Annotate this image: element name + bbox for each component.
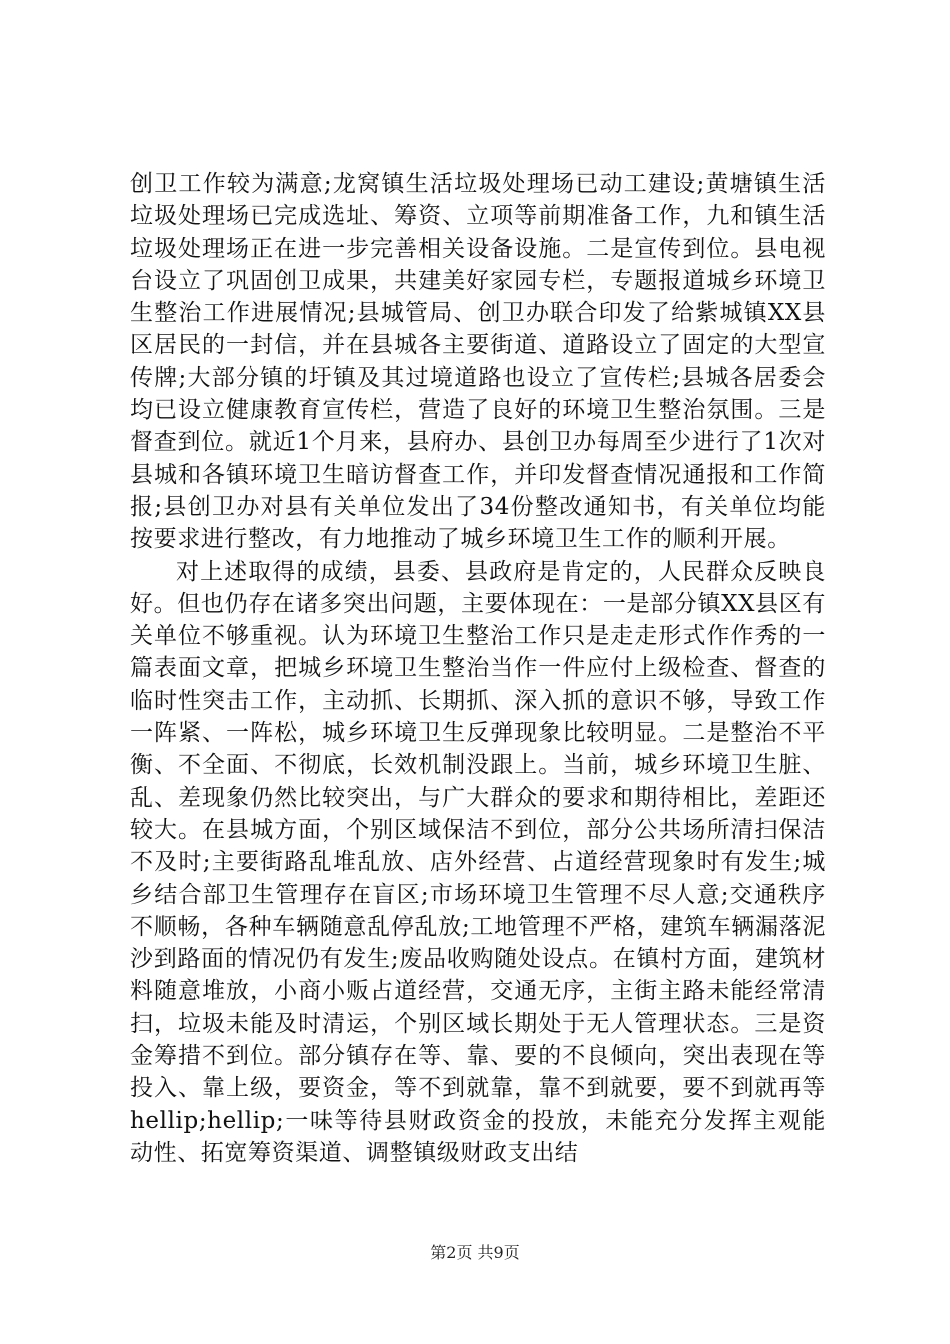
page-number-footer: 第2页 共9页 xyxy=(430,1243,520,1262)
paragraph-1: 创卫工作较为满意;龙窝镇生活垃圾处理场已动工建设;黄塘镇生活垃圾处理场已完成选址、筹资、立项等前期准备工作，九和镇生活垃圾处理场正在进一步完善相关设备设施。二是宣传到位。县电视台设立了巩固创卫成果，共建美好家园专栏，专题报道城乡环境卫生整治工作进展情况;县城管局、创卫办联合印发了给紫城镇XX县区居民的一封信，并在县城各主要街道、道路设立了固定的大型宣传牌;大部分镇的圩镇及其过境道路也设立了宣传栏;县城各居委会均已设立健康教育宣传栏，营造了良好的环境卫生整治氛围。三是督查到位。就近1个月来，县府办、县创卫办每周至少进行了1次对县城和各镇环境卫生暗访督查工作，并印发督查情况通报和工作简报;县创卫办对县有关单位发出了34份整改通知书，有关单位均能按要求进行整改，有力地推动了城乡环境卫生工作的顺利开展。 xyxy=(130,171,826,553)
paragraph-2: 对上述取得的成绩，县委、县政府是肯定的，人民群众反映良好。但也仍存在诸多突出问题，主要体现在：一是部分镇XX县区有关单位不够重视。认为环境卫生整治工作只是走走形式作作秀的一篇表面文章，把城乡环境卫生整治当作一件应付上级检查、督查的临时性突击工作，主动抓、长期抓、深入抓的意识不够，导致工作一阵紧、一阵松，城乡环境卫生反弹现象比较明显。二是整治不平衡、不全面、不彻底，长效机制没跟上。当前，城乡环境卫生脏、乱、差现象仍然比较突出，与广大群众的要求和期待相比，差距还较大。在县城方面，个别区域保洁不到位，部分公共场所清扫保洁不及时;主要街路乱堆乱放、店外经营、占道经营现象时有发生;城乡结合部卫生管理存在盲区;市场环境卫生管理不尽人意;交通秩序不顺畅，各种车辆随意乱停乱放;工地管理不严格，建筑车辆漏落泥沙到路面的情况仍有发生;废品收购随处设点。在镇村方面，建筑材料随意堆放，小商小贩占道经营，交通无序，主街主路未能经常清扫，垃圾未能及时清运，个别区域长期处于无人管理状态。三是资金筹措不到位。部分镇存在等、靠、要的不良倾向，突出表现在等投入、靠上级，要资金，等不到就靠，靠不到就要，要不到就再等hellip;hellip;一味等待县财政资金的投放，未能充分发挥主观能动性、拓宽筹资渠道、调整镇级财政支出结 xyxy=(130,558,826,1166)
document-body xyxy=(130,168,826,1169)
